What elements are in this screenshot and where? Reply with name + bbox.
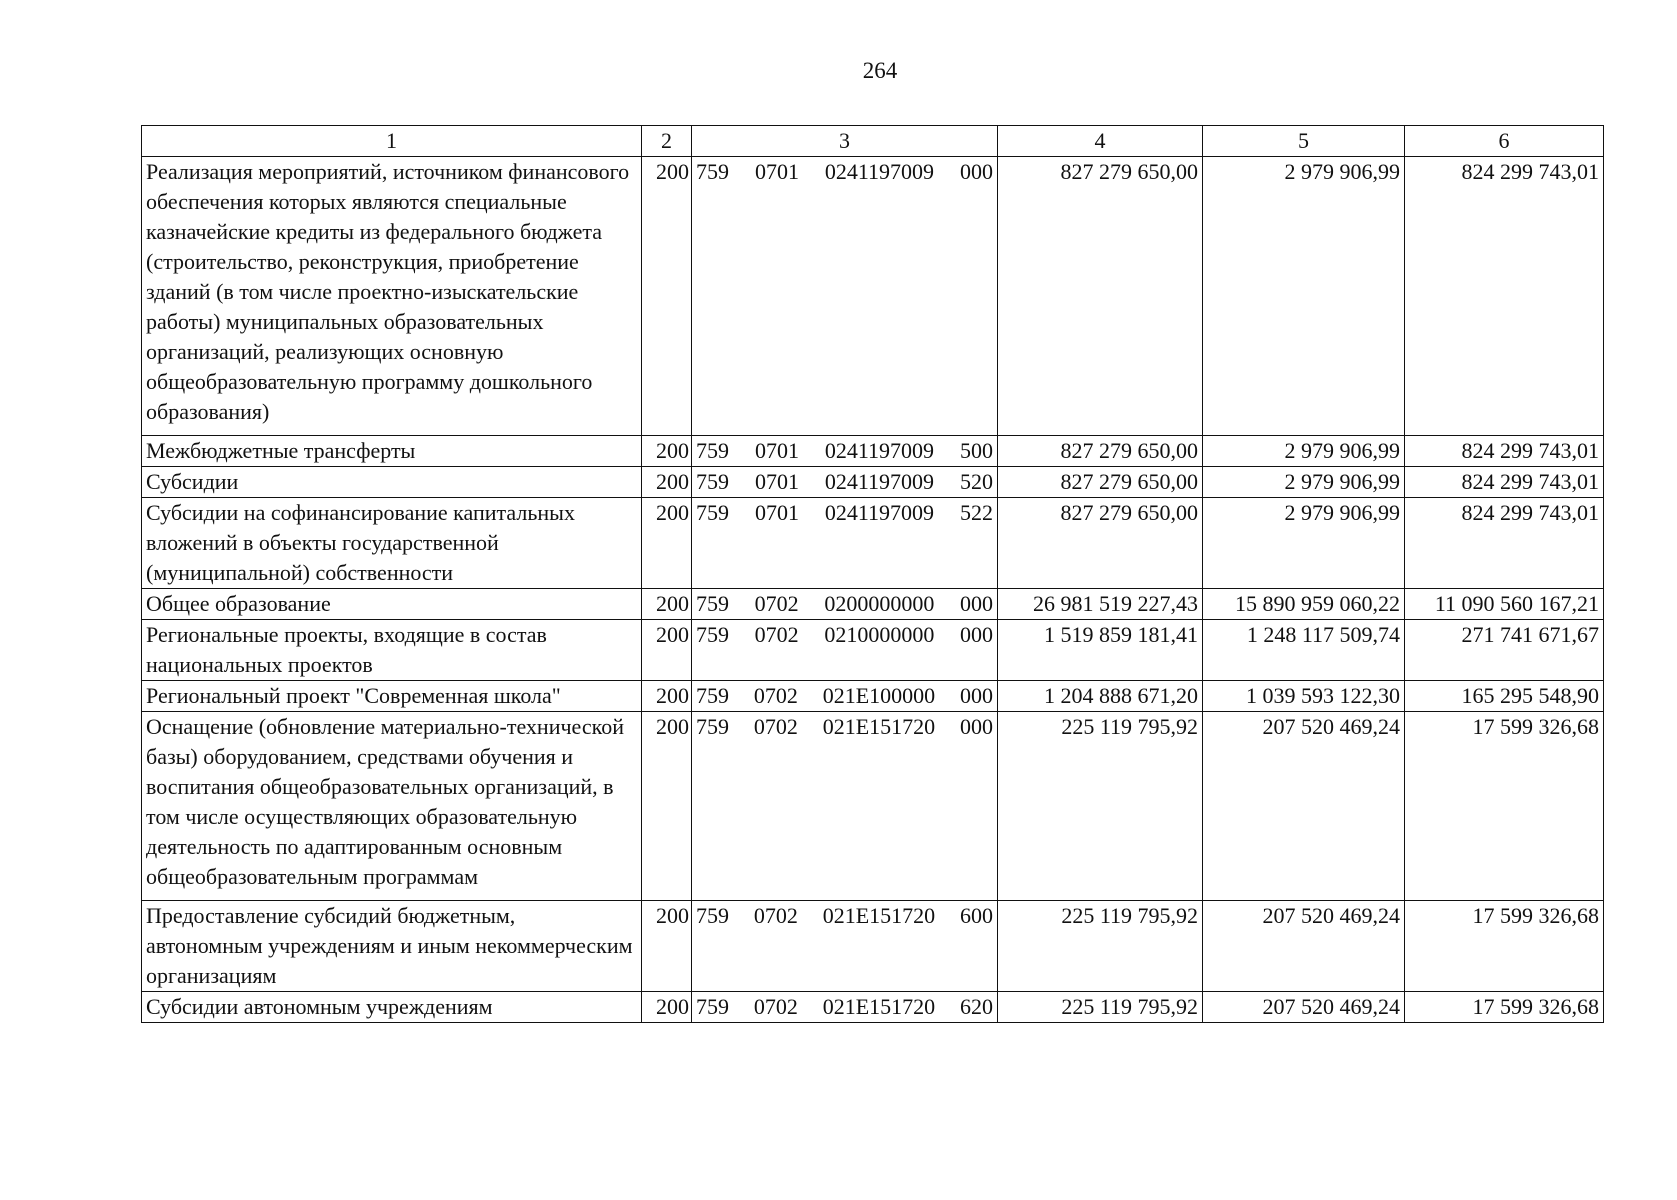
section-code: 0702	[753, 714, 798, 739]
amount-col5: 1 039 593 122,30	[1203, 681, 1405, 712]
table-row	[142, 589, 1604, 620]
amount-col6: 165 295 548,90	[1405, 681, 1604, 712]
amount-col5: 2 979 906,99	[1203, 436, 1405, 467]
expense-type-code: 522	[960, 500, 993, 525]
row-name: Предоставление субсидий бюджетным, автономным учреждениям и иным некоммерческим организациям	[142, 901, 642, 992]
classification-code	[692, 992, 998, 1023]
classification-code	[692, 498, 998, 589]
admin-code: 200	[642, 620, 692, 681]
table-row	[142, 712, 1604, 901]
admin-code: 200	[642, 589, 692, 620]
grbs-code: 759	[696, 714, 729, 739]
target-code: 021E151720	[822, 903, 936, 928]
grbs-code: 759	[696, 159, 729, 184]
classification-code	[692, 681, 998, 712]
section-code: 0701	[754, 469, 799, 494]
header-cell: 4	[998, 126, 1203, 157]
classification-code	[692, 589, 998, 620]
code-group	[696, 992, 993, 1022]
admin-code: 200	[642, 157, 692, 436]
target-code: 0241197009	[824, 438, 935, 463]
grbs-code: 759	[696, 591, 729, 616]
expense-type-code: 000	[959, 622, 993, 647]
table-row	[142, 436, 1604, 467]
row-name: Региональный проект "Современная школа"	[142, 681, 642, 712]
grbs-code: 759	[696, 903, 729, 928]
amount-col6: 824 299 743,01	[1405, 467, 1604, 498]
amount-col5: 15 890 959 060,22	[1203, 589, 1405, 620]
target-code: 0210000000	[824, 622, 935, 647]
code-group	[696, 467, 993, 497]
page-number: 264	[862, 58, 898, 83]
amount-col4: 26 981 519 227,43	[998, 589, 1203, 620]
admin-code: 200	[642, 436, 692, 467]
amount-col5: 2 979 906,99	[1203, 498, 1405, 589]
amount-col5: 207 520 469,24	[1203, 992, 1405, 1023]
grbs-code: 759	[696, 622, 729, 647]
section-code: 0701	[754, 159, 799, 184]
budget-table	[141, 125, 1604, 1023]
expense-type-code: 620	[959, 994, 993, 1019]
admin-code: 200	[642, 712, 692, 901]
table-row	[142, 681, 1604, 712]
amount-col5: 1 248 117 509,74	[1203, 620, 1405, 681]
amount-col4: 225 119 795,92	[998, 992, 1203, 1023]
target-code: 0241197009	[824, 159, 935, 184]
classification-code	[692, 712, 998, 901]
expense-type-code: 600	[959, 903, 993, 928]
admin-code: 200	[642, 681, 692, 712]
section-code: 0701	[754, 438, 799, 463]
admin-code: 200	[642, 498, 692, 589]
amount-col5: 2 979 906,99	[1203, 157, 1405, 436]
row-name: Субсидии	[142, 467, 642, 498]
row-name: Субсидии на софинансирование капитальных вложений в объекты государственной (муниципальной) собственности	[142, 498, 642, 589]
expense-type-code: 520	[960, 469, 993, 494]
admin-code: 200	[642, 992, 692, 1023]
classification-code	[692, 467, 998, 498]
grbs-code: 759	[696, 469, 729, 494]
amount-col6: 11 090 560 167,21	[1405, 589, 1604, 620]
admin-code: 200	[642, 467, 692, 498]
amount-col4: 1 204 888 671,20	[998, 681, 1203, 712]
expense-type-code: 000	[959, 591, 993, 616]
header-cell: 2	[642, 126, 692, 157]
target-code: 0200000000	[824, 591, 935, 616]
table-row	[142, 498, 1604, 589]
section-code: 0702	[753, 683, 798, 708]
grbs-code: 759	[696, 994, 729, 1019]
amount-col4: 827 279 650,00	[998, 436, 1203, 467]
table-row	[142, 901, 1604, 992]
row-name: Межбюджетные трансферты	[142, 436, 642, 467]
target-code: 021E151720	[822, 994, 936, 1019]
section-code: 0701	[754, 500, 799, 525]
table-row	[142, 620, 1604, 681]
code-group	[696, 498, 993, 528]
grbs-code: 759	[696, 500, 729, 525]
section-code: 0702	[753, 903, 798, 928]
code-group	[696, 712, 993, 742]
classification-code	[692, 901, 998, 992]
amount-col6: 17 599 326,68	[1405, 901, 1604, 992]
table-row	[142, 157, 1604, 436]
amount-col5: 207 520 469,24	[1203, 901, 1405, 992]
amount-col6: 271 741 671,67	[1405, 620, 1604, 681]
header-cell: 6	[1405, 126, 1604, 157]
amount-col6: 17 599 326,68	[1405, 992, 1604, 1023]
grbs-code: 759	[696, 438, 729, 463]
code-group	[696, 157, 993, 187]
table-row	[142, 467, 1604, 498]
classification-code	[692, 620, 998, 681]
amount-col5: 207 520 469,24	[1203, 712, 1405, 901]
code-group	[696, 681, 993, 711]
expense-type-code: 000	[959, 714, 993, 739]
amount-col4: 225 119 795,92	[998, 901, 1203, 992]
amount-col6: 17 599 326,68	[1405, 712, 1604, 901]
amount-col4: 1 519 859 181,41	[998, 620, 1203, 681]
code-group	[696, 436, 993, 466]
grbs-code: 759	[696, 683, 729, 708]
header-cell: 1	[142, 126, 642, 157]
row-name: Региональные проекты, входящие в состав национальных проектов	[142, 620, 642, 681]
amount-col6: 824 299 743,01	[1405, 498, 1604, 589]
target-code: 021E151720	[822, 714, 936, 739]
row-name: Общее образование	[142, 589, 642, 620]
table-row	[142, 992, 1604, 1023]
header-cell: 5	[1203, 126, 1405, 157]
expense-type-code: 500	[960, 438, 993, 463]
section-code: 0702	[754, 622, 799, 647]
row-name: Реализация мероприятий, источником финансового обеспечения которых являются специальные казначейские кредиты из федерального бюджета (строительство, реконструкция, приобретение зданий (в том числе проектно-изыскательские работы) муниципальных образовательных организаций, реализующих основную общеобразовательную программу дошкольного образования)	[142, 157, 642, 436]
expense-type-code: 000	[959, 683, 993, 708]
amount-col5: 2 979 906,99	[1203, 467, 1405, 498]
classification-code	[692, 436, 998, 467]
row-name: Субсидии автономным учреждениям	[142, 992, 642, 1023]
amount-col4: 827 279 650,00	[998, 498, 1203, 589]
amount-col4: 827 279 650,00	[998, 467, 1203, 498]
section-code: 0702	[753, 994, 798, 1019]
header-cell: 3	[692, 126, 998, 157]
amount-col4: 225 119 795,92	[998, 712, 1203, 901]
amount-col4: 827 279 650,00	[998, 157, 1203, 436]
amount-col6: 824 299 743,01	[1405, 157, 1604, 436]
code-group	[696, 589, 993, 619]
expense-type-code: 000	[960, 159, 993, 184]
amount-col6: 824 299 743,01	[1405, 436, 1604, 467]
target-code: 021E100000	[822, 683, 936, 708]
target-code: 0241197009	[824, 500, 935, 525]
classification-code	[692, 157, 998, 436]
row-name: Оснащение (обновление материально-технической базы) оборудованием, средствами обучения и воспитания общеобразовательных организаций, в том числе осуществляющих образовательную деятельность по адаптированным основным общеобразовательным программам	[142, 712, 642, 901]
header-row	[142, 126, 1604, 157]
code-group	[696, 901, 993, 931]
code-group	[696, 620, 993, 650]
admin-code: 200	[642, 901, 692, 992]
section-code: 0702	[754, 591, 799, 616]
target-code: 0241197009	[824, 469, 935, 494]
